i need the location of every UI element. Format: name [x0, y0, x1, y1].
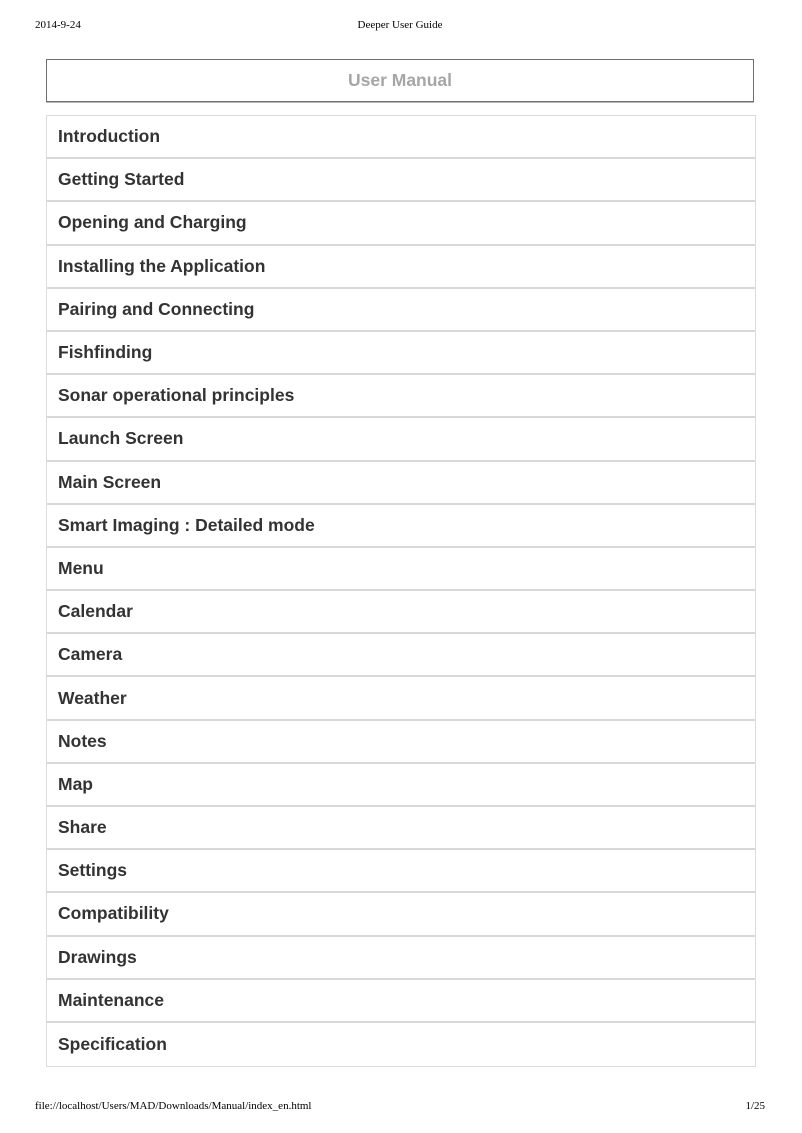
toc-item-menu[interactable]: Menu [47, 548, 755, 591]
toc-item-getting-started[interactable]: Getting Started [47, 159, 755, 202]
print-url: file://localhost/Users/MAD/Downloads/Manual/index_en.html [35, 1100, 312, 1112]
toc-item-sonar-operational-principles[interactable]: Sonar operational principles [47, 375, 755, 418]
table-of-contents [46, 115, 756, 1067]
toc-item-smart-imaging-detailed-mode[interactable]: Smart Imaging : Detailed mode [47, 505, 755, 548]
toc-item-settings[interactable]: Settings [47, 850, 755, 893]
toc-item-launch-screen[interactable]: Launch Screen [47, 418, 755, 461]
toc-item-calendar[interactable]: Calendar [47, 591, 755, 634]
toc-item-main-screen[interactable]: Main Screen [47, 462, 755, 505]
toc-item-specification[interactable]: Specification [58, 1034, 167, 1055]
toc-item-introduction[interactable]: Introduction [47, 116, 755, 159]
toc-item-share[interactable]: Share [47, 807, 755, 850]
toc-item-installing-the-application[interactable]: Installing the Application [47, 246, 755, 289]
manual-title-box [46, 59, 754, 102]
toc-item-notes[interactable]: Notes [47, 721, 755, 764]
toc-item-pairing-and-connecting[interactable]: Pairing and Connecting [47, 289, 755, 332]
print-footer [35, 1100, 765, 1116]
document-title: Deeper User Guide [357, 19, 443, 31]
toc-item-camera[interactable]: Camera [47, 634, 755, 677]
page-number: 1/25 [745, 1100, 765, 1112]
print-date: 2014-9-24 [35, 19, 81, 31]
toc-item-opening-and-charging[interactable]: Opening and Charging [47, 202, 755, 245]
toc-item-weather[interactable]: Weather [47, 677, 755, 720]
toc-item-maintenance[interactable]: Maintenance [47, 980, 755, 1023]
toc-item-drawings[interactable]: Drawings [47, 937, 755, 980]
toc-item-compatibility[interactable]: Compatibility [47, 893, 755, 936]
manual-title: User Manual [347, 70, 453, 90]
toc-item-map[interactable]: Map [47, 764, 755, 807]
print-header [35, 19, 765, 35]
toc-item-fishfinding[interactable]: Fishfinding [47, 332, 755, 375]
